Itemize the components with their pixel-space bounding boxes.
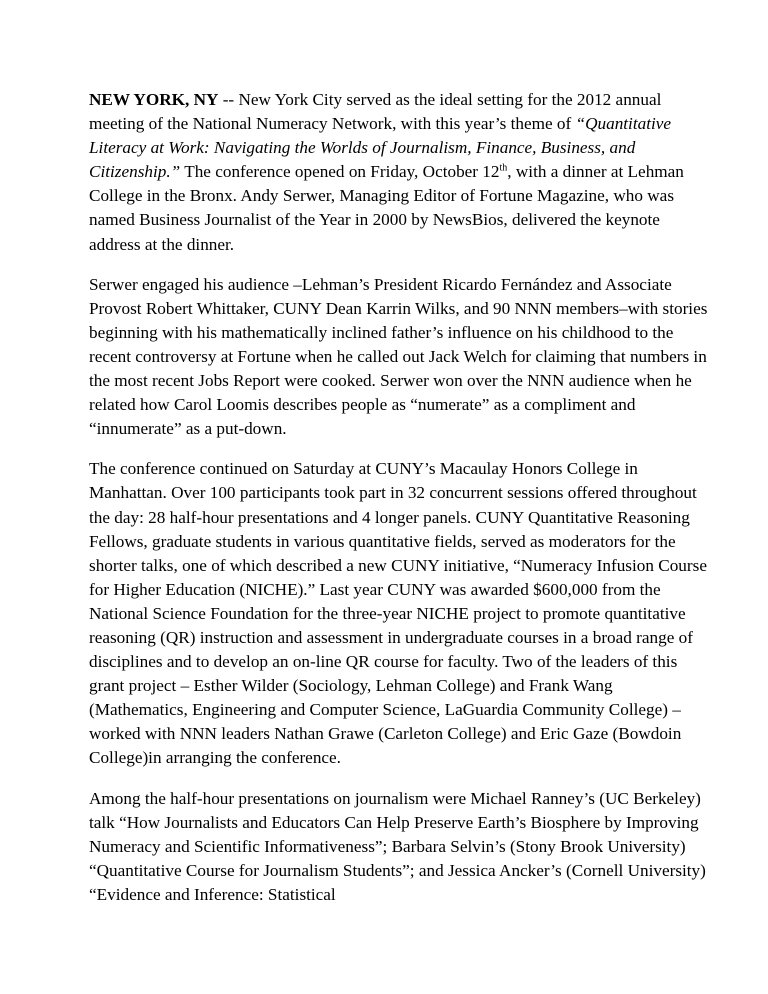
paragraph-1-text-b: The conference opened on Friday, October 12 — [180, 162, 500, 182]
paragraph-3: The conference continued on Saturday at CUNY’s Macaulay Honors College in Manhattan. Over 100 participants took part in 32 concurrent sessions offered throughout the day: 28 half-hour presentations and 4 longer panels. CUNY Quantitative Reasoning Fellows, graduate students in various quantitative fields, served as moderators for the shorter talks, one of which described a new CUNY initiative, “Numeracy Infusion Course for Higher Education (NICHE).” Last year CUNY was awarded $600,000 from the National Science Foundation for the three-year NICHE project to promote quantitative reasoning (QR) instruction and assessment in undergraduate courses in a broad range of disciplines and to develop an on-line QR course for faculty. Two of the leaders of this grant project – Esther Wilder (Sociology, Lehman College) and Frank Wang (Mathematics, Engineering and Computer Science, LaGuardia Community College) – worked with NNN leaders Nathan Grawe (Carleton College) and Eric Gaze (Bowdoin College)in arranging the conference. — [89, 459, 707, 768]
dateline-separator: -- — [218, 90, 239, 109]
paragraph-4: Among the half-hour presentations on journalism were Michael Ranney’s (UC Berkeley) talk “How Journalists and Educators Can Help Preserve Earth’s Biosphere by Improving Numeracy and Scientific Informativeness”; Barbara Selvin’s (Stony Brook University) “Quantitative Course for Journalism Students”; and Jessica Ancker’s (Cornell University) “Evidence and Inference: Statistical — [89, 788, 706, 904]
paragraph-1-text-a: New York City served as the ideal setting for the 2012 annual meeting of the National Numeracy Network, with this year’s theme of — [89, 90, 662, 134]
ordinal-suffix: th — [499, 162, 508, 174]
dateline: NEW YORK, NY — [89, 90, 219, 109]
paragraph-1 — [89, 88, 710, 257]
paragraph-1-text-c: , with a dinner at Lehman College in the Bronx. Andy Serwer, Managing Editor of Fortune Magazine, who was named Business Journalist of the Year in 2000 by NewsBios, delivered the keynote address at the dinner. — [89, 162, 684, 254]
conference-theme: “Quantitative Literacy at Work: Navigating the Worlds of Journalism, Finance, Business, and Citizenship.” — [89, 114, 672, 182]
paragraph-2: Serwer engaged his audience –Lehman’s President Ricardo Fernández and Associate Provost Robert Whittaker, CUNY Dean Karrin Wilks, and 90 NNN members–with stories beginning with his mathematically inclined father’s influence on his childhood to the recent controversy at Fortune when he called out Jack Welch for claiming that numbers in the most recent Jobs Report were cooked. Serwer won over the NNN audience when he related how Carol Loomis describes people as “numerate” as a compliment and “innumerate” as a put-down. — [89, 274, 708, 439]
